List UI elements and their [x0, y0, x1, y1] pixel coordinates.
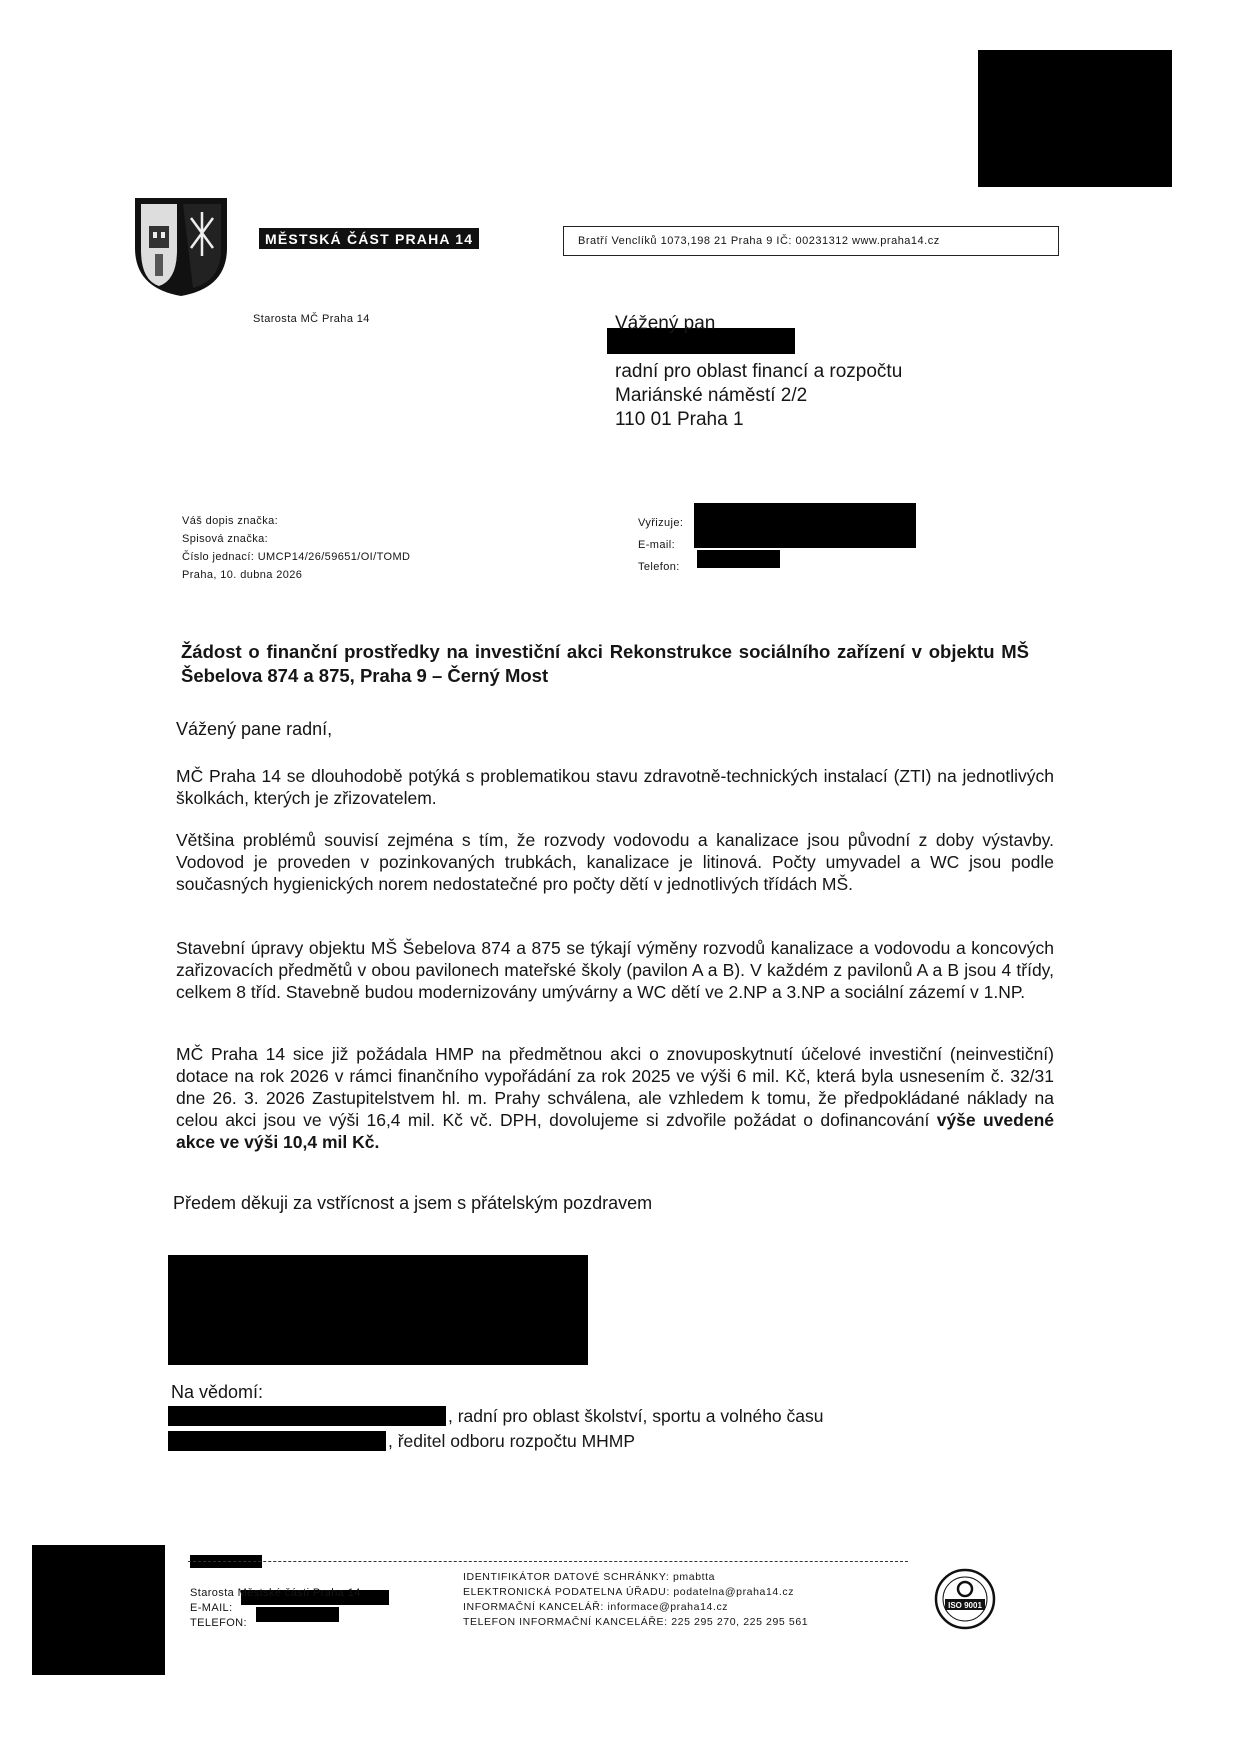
recipient-street: Mariánské náměstí 2/2	[615, 385, 808, 406]
your-reference: Váš dopis značka:	[182, 515, 279, 527]
recipient-salutation: Vážený pan	[615, 313, 716, 334]
footer-email-label: E-MAIL:	[190, 1602, 233, 1614]
letter-closing: Předem děkuji za vstřícnost a jsem s přátelským pozdravem	[173, 1193, 653, 1213]
redaction-block	[168, 1431, 386, 1451]
file-reference: Spisová značka:	[182, 533, 269, 545]
body-paragraph: Stavební úpravy objektu MŠ Šebelova 874 a 875 se týkají výměny rozvodů kanalizace a vodovodu a koncových zařizovacích předmětů v obou pavilonech mateřské školy (pavilon A a B). V každém z pavilonů A a B jsou 4 třídy, celkem 8 tříd. Stavebně budou modernizovány umývárny a WC dětí ve 2.NP a 3.NP a sociální zázemí v 1.NP.	[176, 938, 1054, 1002]
footer-phone-label: TELEFON:	[190, 1617, 247, 1629]
redaction-block	[32, 1545, 165, 1675]
cc-line-budget-director: , ředitel odboru rozpočtu MHMP	[388, 1431, 636, 1451]
iso-seal-label: ISO 9001	[948, 1601, 982, 1610]
footer-data-box: IDENTIFIKÁTOR DATOVÉ SCHRÁNKY: pmabtta	[463, 1571, 716, 1583]
redaction-block	[168, 1255, 588, 1365]
phone-label: Telefon:	[638, 561, 680, 573]
email-label: E-mail:	[638, 539, 676, 551]
org-address-box: Bratří Venclíků 1073,198 21 Praha 9 IČ: 00231312 www.praha14.cz	[563, 226, 1059, 256]
footer-info-phone: TELEFON INFORMAČNÍ KANCELÁŘE: 225 295 270, 225 295 561	[463, 1616, 809, 1628]
letter-subject: Žádost o finanční prostředky na investiční akci Rekonstrukce sociálního zařízení v objektu MŠ Šebelova 874 a 875, Praha 9 – Černý Most	[181, 641, 1029, 686]
coat-of-arms-logo	[133, 196, 229, 298]
cc-line-school-councillor: , radní pro oblast školství, sportu a volného času	[448, 1406, 824, 1426]
handled-by-label: Vyřizuje:	[638, 517, 684, 529]
contact-block	[638, 512, 683, 578]
footer-contact	[190, 1586, 361, 1631]
recipient-role: radní pro oblast financí a rozpočtu	[615, 361, 903, 382]
footer-info-office: INFORMAČNÍ KANCELÁŘ: informace@praha14.cz	[463, 1601, 729, 1613]
request-text: MČ Praha 14 sice již požádala HMP na předmětnou akci o znovuposkytnutí účelové investiční (neinvestiční) dotace na rok 2026 v rámci finančního vypořádání za rok 2025 ve výši 6 mil. Kč, která byla usnesením č. 32/31 dne 26. 3. 2026 Zastupitelstvem hl. m. Prahy schválena, ale vzhledem k tomu, že předpokládané náklady na celou akci jsou ve výši 16,4 mil. Kč vč. DPH, dovolujeme si zdvořile požádat o dofinancování	[176, 1044, 1054, 1130]
request-amount: výše uvedené akce ve výši 10,4 mil Kč.	[176, 1110, 1055, 1152]
body-paragraph: MČ Praha 14 se dlouhodobě potýká s problematikou stavu zdravotně-technických instalací (ZTI) na jednotlivých školkách, kterých je zřizovatelem.	[176, 766, 1054, 808]
reference-number: Číslo jednací: UMCP14/26/59651/OI/TOMD	[182, 551, 411, 563]
reference-block	[182, 512, 410, 584]
iso-seal-icon	[934, 1568, 996, 1630]
footer-office: Starosta Městské části Praha 14	[190, 1587, 361, 1599]
redaction-block	[168, 1406, 446, 1426]
recipient-city: 110 01 Praha 1	[615, 409, 744, 430]
redaction-block	[978, 50, 1172, 187]
org-banner: MĚSTSKÁ ČÁST PRAHA 14	[259, 228, 479, 249]
cc-label: Na vědomí:	[171, 1382, 264, 1402]
redaction-block	[697, 550, 780, 568]
place-date: Praha, 10. dubna 2026	[182, 569, 303, 581]
body-paragraph: Většina problémů souvisí zejména s tím, že rozvody vodovodu a kanalizace jsou původní z doby výstavby. Vodovod je proveden v pozinkovaných trubkách, kanalizace je litinová. Počty umyvadel a WC jsou podle současných hygienických norem nedostatečné pro počty dětí v jednotlivých třídách MŠ.	[176, 830, 1054, 894]
redaction-block	[694, 503, 916, 548]
footer-e-office: ELEKTRONICKÁ PODATELNA ÚŘADU: podatelna@praha14.cz	[463, 1586, 795, 1598]
body-paragraph-request	[176, 1043, 1054, 1153]
footer-divider	[188, 1561, 908, 1562]
signatory-title: Starosta MČ Praha 14	[253, 313, 370, 325]
letter-greeting: Vážený pane radní,	[176, 719, 333, 739]
footer-office-info	[463, 1570, 808, 1630]
